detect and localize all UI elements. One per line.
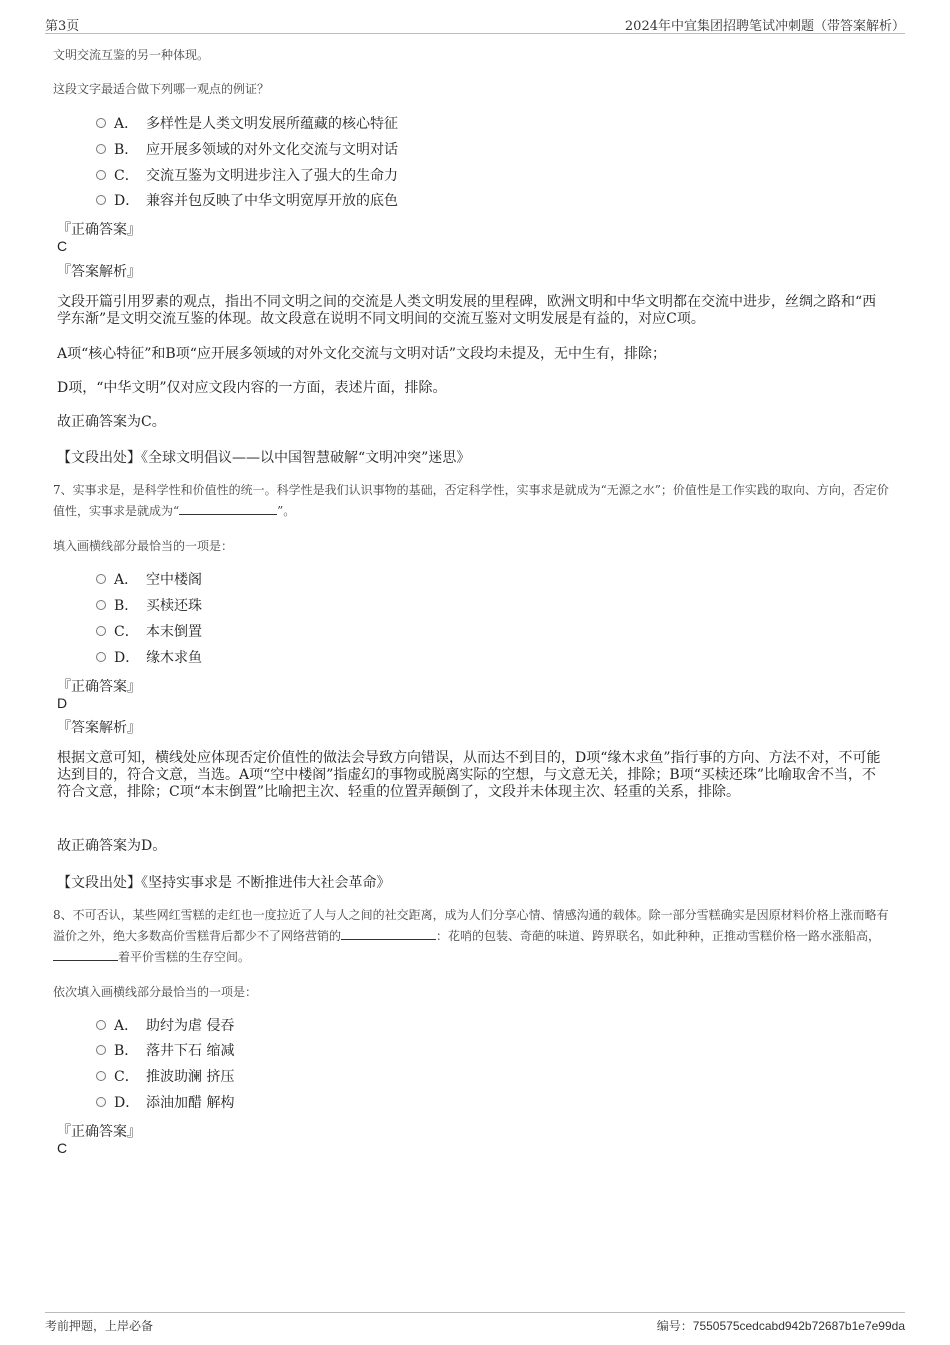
page-number: 第3页 [45, 19, 80, 34]
q6-answer: C [57, 238, 68, 254]
fill-blank [53, 949, 118, 961]
q7-option-d[interactable]: D． 缘木求鱼 [96, 648, 202, 668]
q7-analysis-label: 『答案解析』 [57, 720, 141, 736]
page-header [45, 12, 905, 34]
footer-slogan: 考前押题，上岸必备 [45, 1319, 154, 1333]
q7-answer: D [57, 695, 68, 711]
q6-option-d[interactable]: D． 兼容并包反映了中华文明宽厚开放的底色 [96, 191, 398, 211]
q6-source: 【文段出处】《全球文明倡议——以中国智慧破解“文明冲突”迷思》 [57, 450, 471, 466]
radio-icon[interactable] [96, 600, 106, 610]
document-title: 2024年中宜集团招聘笔试冲刺题（带答案解析） [624, 19, 905, 34]
q6-analysis-p3: D项，“中华文明”仅对应文段内容的一方面，表述片面，排除。 [57, 380, 447, 396]
q7-stem: 7、实事求是，是科学性和价值性的统一。科学性是我们认识事物的基础，否定科学性，实事求是就成为“无源之水”；价值性是工作实践的取向、方向，否定价值性，实事求是就成为“ ”。 [53, 483, 889, 518]
q8-option-d[interactable]: D． 添油加醋 解构 [96, 1093, 234, 1113]
radio-icon[interactable] [96, 144, 106, 154]
q8-answer: C [57, 1140, 68, 1156]
q6-option-b[interactable]: B． 应开展多领域的对外文化交流与文明对话 [96, 140, 398, 160]
q8-prompt: 依次填入画横线部分最恰当的一项是： [53, 985, 258, 999]
q7-answer-label: 『正确答案』 [57, 679, 141, 695]
fill-blank [341, 928, 436, 940]
q6-analysis-label: 『答案解析』 [57, 264, 141, 280]
radio-icon[interactable] [96, 1020, 106, 1030]
q6-prompt: 这段文字最适合做下列哪一观点的例证？ [53, 82, 270, 96]
radio-icon[interactable] [96, 1097, 106, 1107]
q7-source: 【文段出处】《坚持实事求是 不断推进伟大社会革命》 [57, 875, 391, 891]
q8-option-c[interactable]: C． 推波助澜 挤压 [96, 1067, 234, 1087]
q7-option-c[interactable]: C． 本末倒置 [96, 622, 202, 642]
q6-option-c[interactable]: C． 交流互鉴为文明进步注入了强大的生命力 [96, 166, 398, 186]
q7-analysis-p2: 故正确答案为D。 [57, 838, 167, 854]
q6-answer-label: 『正确答案』 [57, 222, 141, 238]
q8-option-a[interactable]: A． 助纣为虐 侵吞 [96, 1016, 234, 1036]
radio-icon[interactable] [96, 1045, 106, 1055]
radio-icon[interactable] [96, 652, 106, 662]
radio-icon[interactable] [96, 1071, 106, 1081]
q6-option-a[interactable]: A． 多样性是人类文明发展所蕴藏的核心特征 [96, 114, 398, 134]
q8-option-b[interactable]: B． 落井下石 缩减 [96, 1041, 234, 1061]
radio-icon[interactable] [96, 170, 106, 180]
q8-answer-label: 『正确答案』 [57, 1124, 141, 1140]
radio-icon[interactable] [96, 574, 106, 584]
q6-analysis-p1: 文段开篇引用罗素的观点，指出不同文明之间的交流是人类文明发展的里程碑，欧洲文明和中华文明都在交流中进步，丝绸之路和“西学东渐”是文明交流互鉴的体现。故文段意在说明不同文明间的交流互鉴对文明发展是有益的，对应C项。 [57, 294, 877, 327]
q7-analysis-p1: 根据文意可知，横线处应体现否定价值性的做法会导致方向错误，从而达不到目的，D项“缘木求鱼”指行事的方向、方法不对，不可能达到目的，符合文意，当选。A项“空中楼阁”指虚幻的事物或脱离实际的空想，与文意无关，排除；B项“买椟还珠”比喻取舍不当，不符合文意，排除；C项“本末倒置”比喻把主次、轻重的位置弄颠倒了，文段并未体现主次、轻重的关系，排除。 [57, 750, 881, 800]
radio-icon[interactable] [96, 626, 106, 636]
q7-prompt: 填入画横线部分最恰当的一项是： [53, 539, 234, 553]
fill-blank [179, 503, 277, 515]
radio-icon[interactable] [96, 118, 106, 128]
q6-analysis-p4: 故正确答案为C。 [57, 414, 166, 430]
q8-stem: 8、不可否认，某些网红雪糕的走红也一度拉近了人与人之间的社交距离，成为人们分享心情、情感沟通的载体。除一部分雪糕确实是因原材料价格上涨而略有溢价之外，绝大多数高价雪糕背后都少不了网络营销的 ：花哨的包装、奇葩的味道、跨界联名，如此种种，正推动雪糕价格一路水涨船高，着平价雪糕的生存空间。 [53, 908, 889, 964]
q6-analysis-p2: A项“核心特征”和B项“应开展多领域的对外文化交流与文明对话”文段均未提及，无中生有，排除； [57, 346, 667, 362]
q7-option-a[interactable]: A． 空中楼阁 [96, 570, 202, 590]
radio-icon[interactable] [96, 195, 106, 205]
q7-option-b[interactable]: B． 买椟还珠 [96, 596, 202, 616]
page-footer [45, 1312, 905, 1336]
q6-stem-tail: 文明交流互鉴的另一种体现。 [53, 48, 210, 62]
document-code: 编号：7550575cedcabd942b72687b1e7e99da [656, 1319, 905, 1333]
